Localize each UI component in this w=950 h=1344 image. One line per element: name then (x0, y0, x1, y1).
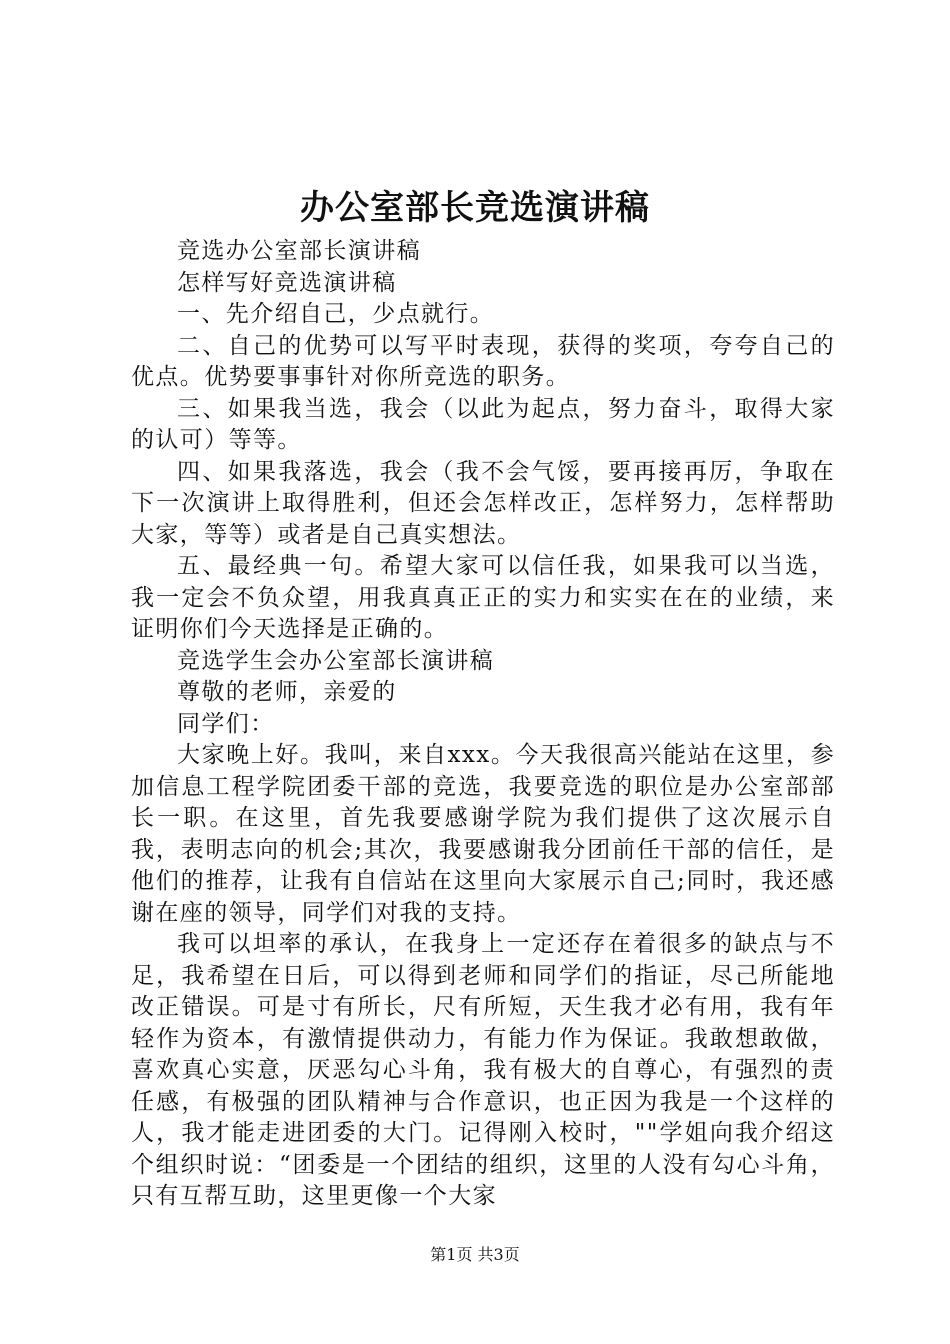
document-body (131, 236, 835, 1213)
paragraph: 同学们： (177, 710, 275, 737)
paragraph: 大家晚上好。我叫，来自xxx。今天我很高兴能站在这里，参加信息工程学院团委干部的竞选，我要竞选的职位是办公室部部长一职。在这里，首先我要感谢学院为我们提供了这次展示自我，表明志向的机会;其次，我要感谢我分团前任干部的信任，是他们的推荐，让我有自信站在这里向大家展示自己;同时，我还感谢在座的领导，同学们对我的支持。 (131, 742, 835, 926)
paragraph: 尊敬的老师，亲爱的 (177, 679, 397, 705)
paragraph: 怎样写好竞选演讲稿 (177, 269, 397, 296)
paragraph: 竞选学生会办公室部长演讲稿 (177, 647, 495, 674)
paragraph: 我可以坦率的承认，在我身上一定还存在着很多的缺点与不足，我希望在日后，可以得到老师和同学们的指证，尽己所能地改正错误。可是寸有所长，尺有所短，天生我才必有用，我有年轻作为资本，有激情提供动力，有能力作为保证。我敢想敢做，喜欢真心实意，厌恶勾心斗角，我有极大的自尊心，有强烈的责任感，有极强的团队精神与合作意识，也正因为我是一个这样的人，我才能走进团委的大门。记得刚入校时，""学姐向我介绍这个组织时说：“团委是一个团结的组织，这里的人没有勾心斗角，只有互帮互助，这里更像一个大家 (131, 931, 835, 1209)
page-title: 办公室部长竞选演讲稿 (300, 188, 650, 228)
paragraph: 五、最经典一句。希望大家可以信任我，如果我可以当选，我一定会不负众望，用我真真正正的实力和实实在在的业绩，来证明你们今天选择是正确的。 (131, 553, 835, 642)
paragraph: 三、如果我当选，我会（以此为起点，努力奋斗，取得大家的认可）等等。 (131, 395, 835, 453)
paragraph: 竞选办公室部长演讲稿 (177, 238, 421, 264)
paragraph: 一、先介绍自己，少点就行。 (177, 301, 495, 327)
page-number-footer: 第1页 共3页 (430, 1245, 520, 1264)
paragraph: 二、自己的优势可以写平时表现，获得的奖项，夸夸自己的优点。优势要事事针对你所竞选的职务。 (131, 332, 835, 390)
paragraph: 四、如果我落选，我会（我不会气馁，要再接再厉，争取在下一次演讲上取得胜利，但还会怎样改正，怎样努力，怎样帮助大家，等等）或者是自己真实想法。 (131, 458, 835, 548)
